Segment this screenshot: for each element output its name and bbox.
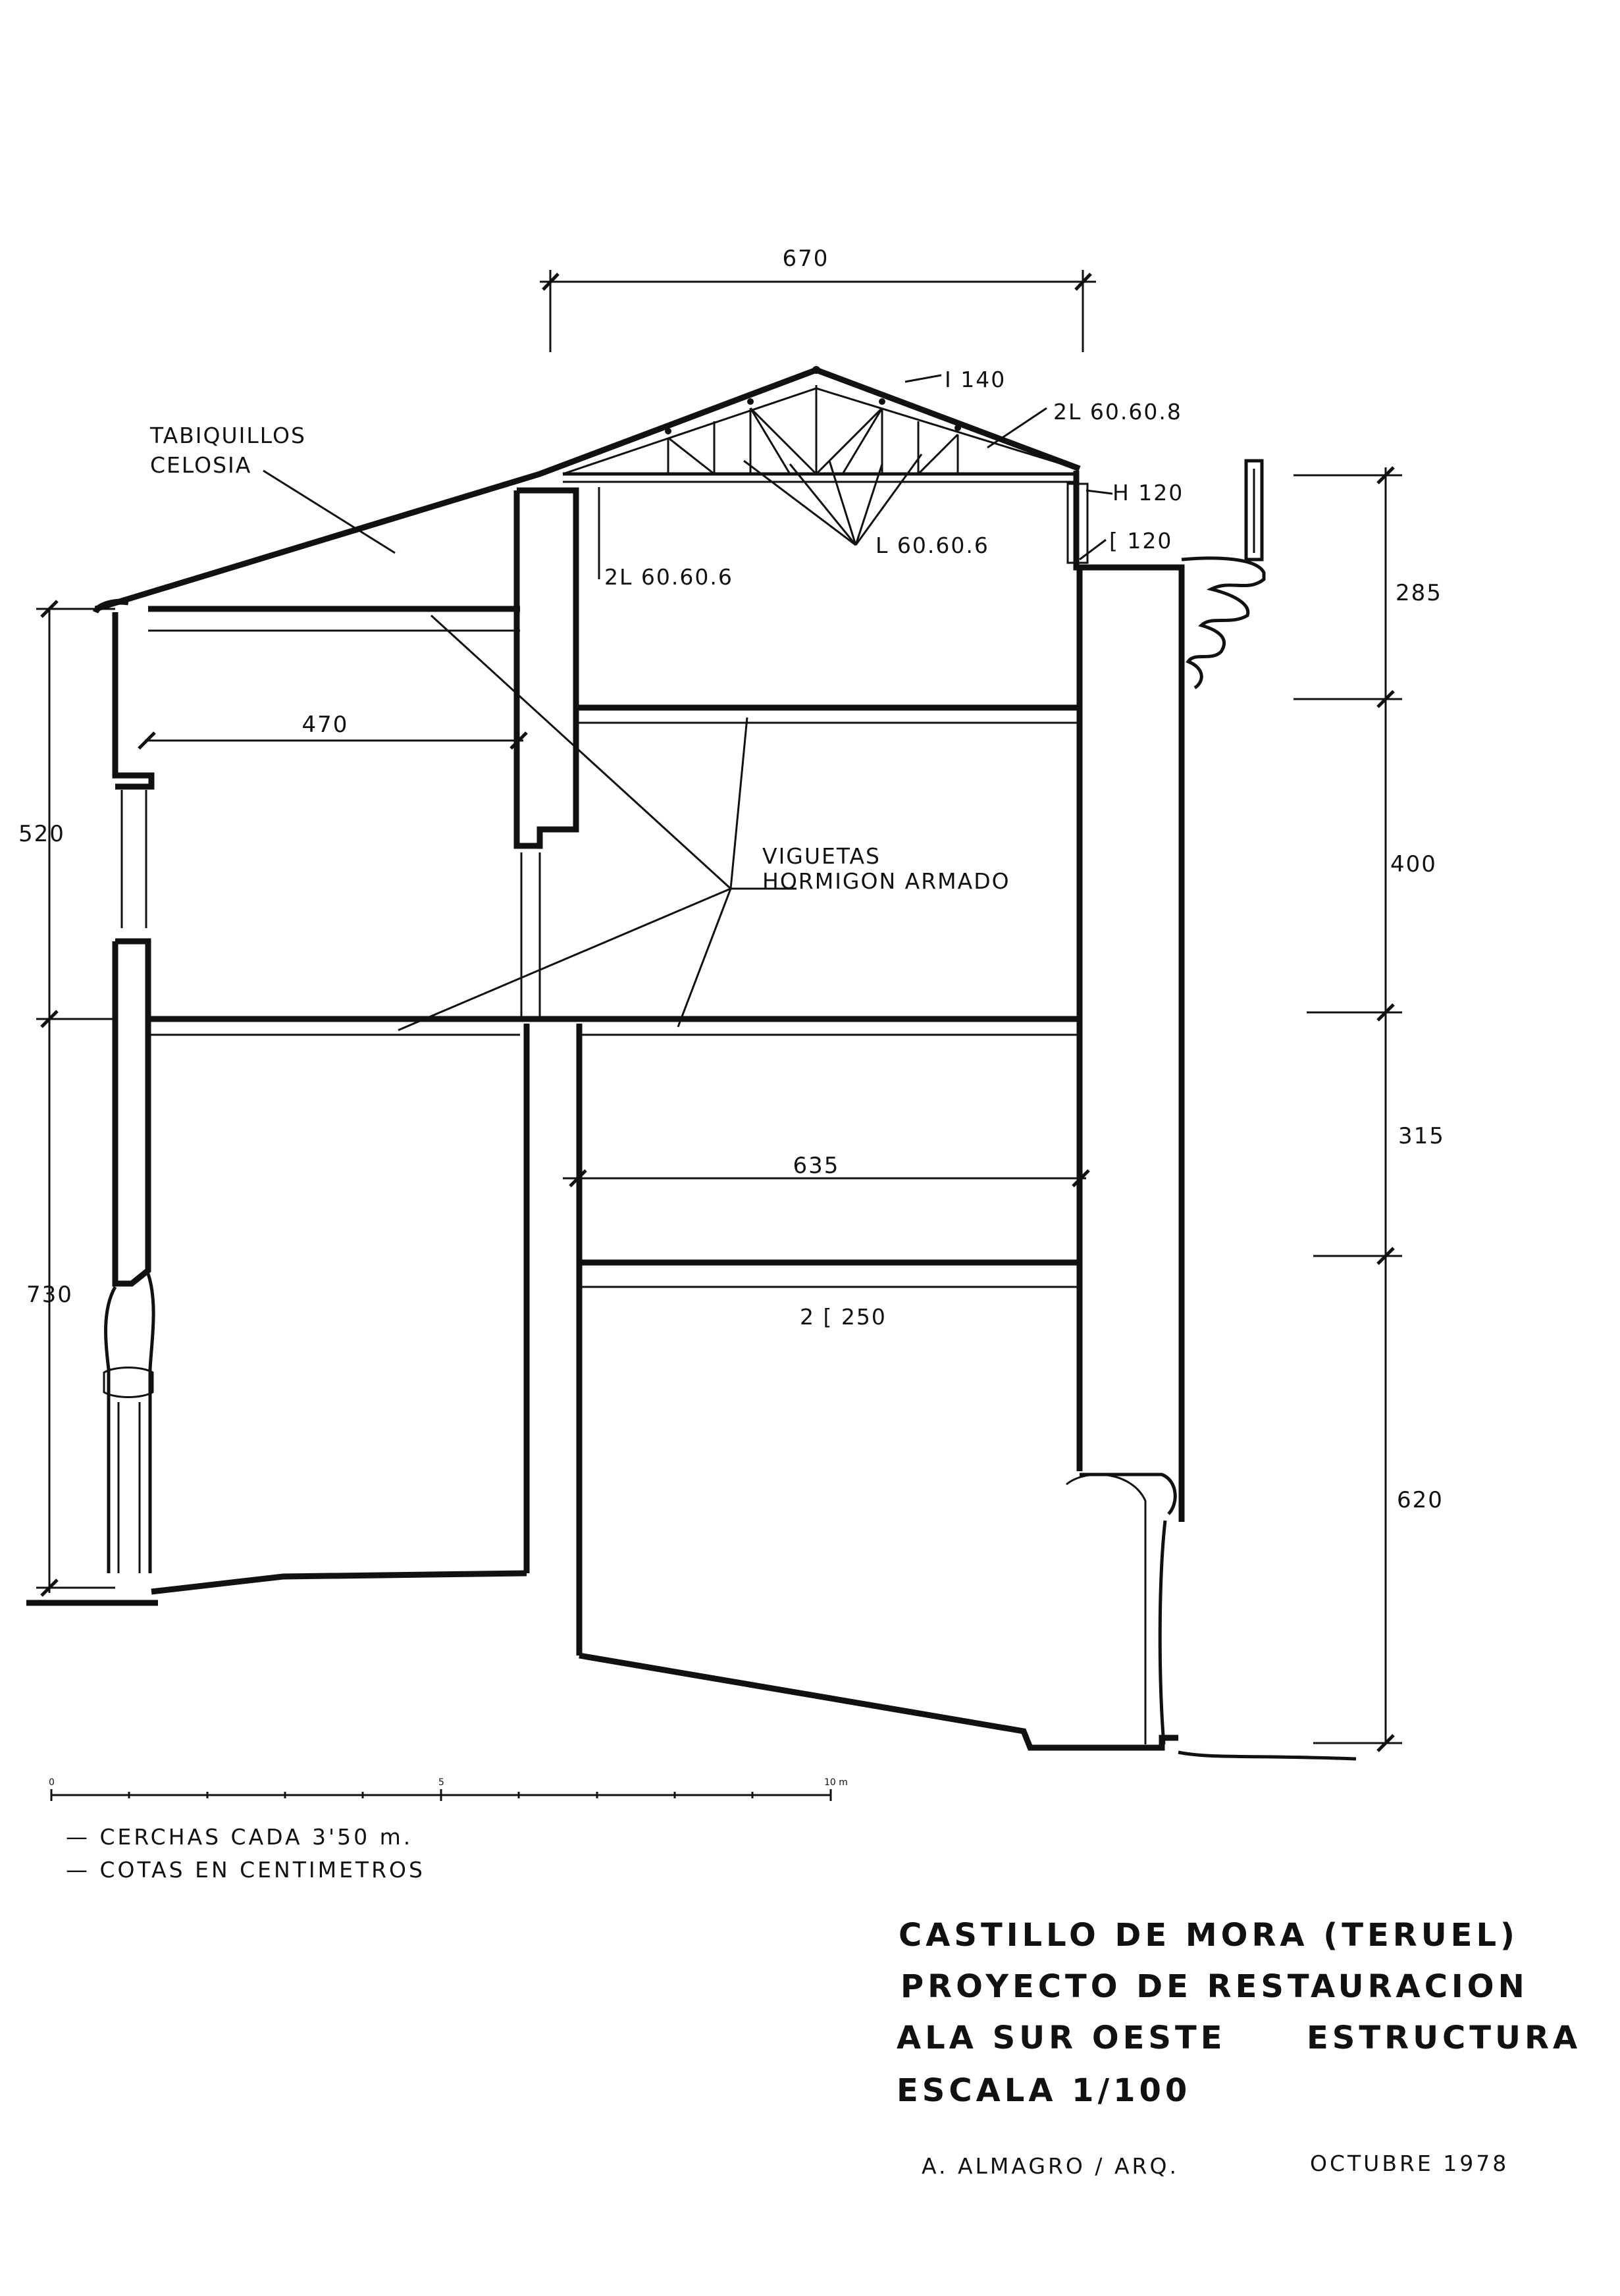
dim-right-3: 315 (1398, 1123, 1445, 1149)
dim-right-4: 620 (1397, 1487, 1444, 1513)
label-2l-60-60-8: 2L 60.60.8 (1053, 399, 1182, 425)
label-2l-60-60-6: 2L 60.60.6 (604, 564, 733, 590)
dim-left-lower: 730 (26, 1282, 73, 1308)
dim-right-1: 285 (1396, 580, 1442, 606)
title-line-3-left: ALA SUR OESTE (897, 2020, 1226, 2056)
dim-top-span: 670 (782, 246, 829, 272)
label-h120: H 120 (1112, 480, 1184, 506)
note-cerchas: — CERCHAS CADA 3'50 m. (66, 1824, 413, 1850)
label-hormigon-armado: HORMIGON ARMADO (762, 868, 1010, 894)
dim-left-upper: 520 (18, 821, 65, 847)
title-line-3-right: ESTRUCTURA (1307, 2020, 1582, 2056)
note-cotas: — COTAS EN CENTIMETROS (66, 1857, 425, 1883)
dimension-lines (36, 270, 1402, 1751)
label-i140: I 140 (945, 367, 1006, 392)
scale-tick-5: 5 (438, 1777, 444, 1788)
label-tabiquillos: TABIQUILLOS (150, 423, 306, 448)
label-celosia: CELOSIA (150, 452, 252, 478)
scale-tick-0: 0 (49, 1777, 55, 1788)
scale-tick-10: 10 m (824, 1777, 848, 1788)
dim-room-width-left: 470 (301, 712, 349, 738)
title-scale: ESCALA 1/100 (897, 2072, 1191, 2109)
label-viguetas: VIGUETAS (762, 843, 881, 869)
dim-right-2: 400 (1390, 851, 1437, 877)
drawing-date: OCTUBRE 1978 (1310, 2151, 1509, 2176)
label-c120: [ 120 (1109, 528, 1173, 554)
label-l-60-60-6: L 60.60.6 (875, 533, 989, 558)
title-line-2: PROYECTO DE RESTAURACION (901, 1968, 1529, 2005)
title-line-1: CASTILLO DE MORA (TERUEL) (899, 1917, 1519, 1954)
scale-bar (51, 1789, 831, 1801)
dim-room-width-right: 635 (793, 1153, 840, 1179)
author-credit: A. ALMAGRO / ARQ. (922, 2153, 1179, 2179)
roof-truss (563, 366, 1087, 563)
label-2c-250: 2 [ 250 (800, 1304, 887, 1330)
